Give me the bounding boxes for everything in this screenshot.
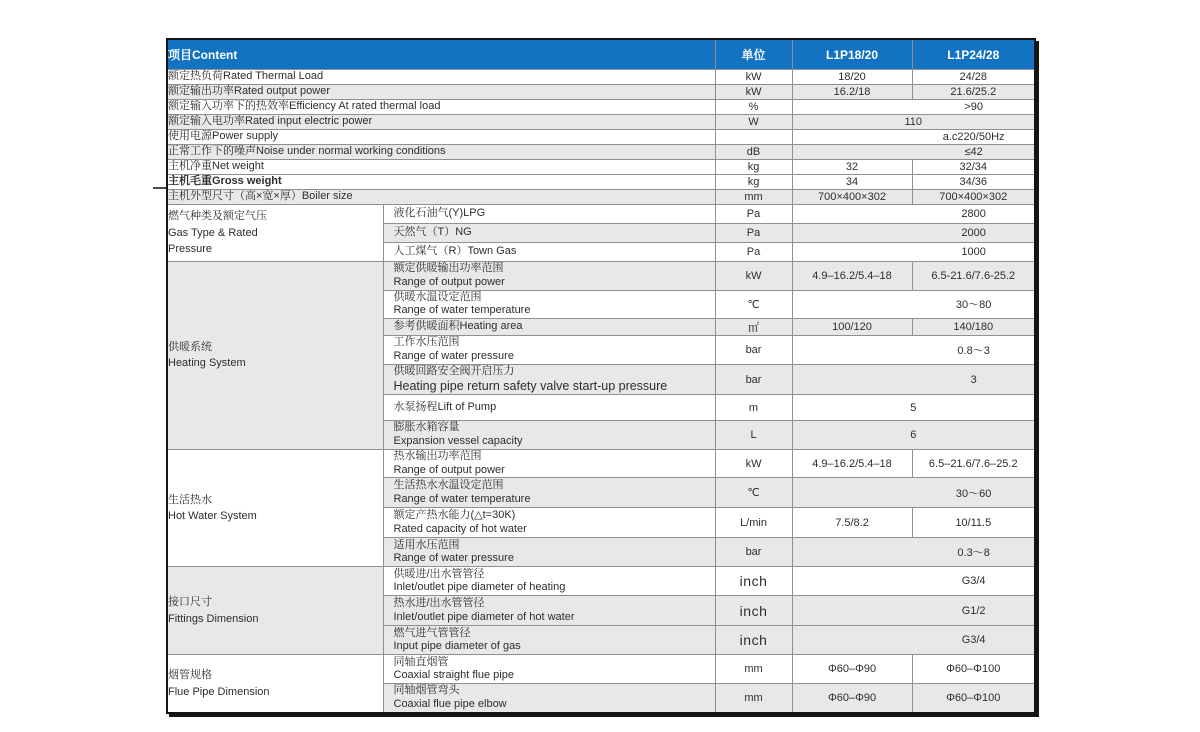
value-cell-merged (792, 130, 1035, 145)
unit-cell: ℃ (715, 290, 792, 319)
table-row (167, 85, 1035, 100)
unit-cell: kW (715, 85, 792, 100)
value-text: 2000 (961, 227, 986, 239)
group-cell (167, 205, 383, 262)
unit-cell: ㎡ (715, 319, 792, 336)
value-cell-l1p18-20: 34 (792, 175, 912, 190)
table-row (167, 655, 1035, 684)
value-cell-merged (792, 421, 1035, 450)
unit-cell: W (715, 115, 792, 130)
spec-label-zh: 额定输入功率下的热效率Efficiency At rated thermal load (168, 100, 441, 113)
spec-label-cell (383, 508, 715, 538)
spec-label-cell (167, 190, 715, 205)
value-text: ≤42 (964, 146, 983, 158)
value-cell-merged (792, 115, 1035, 130)
value-cell-l1p24-28: 24/28 (912, 70, 1035, 85)
value-cell-merged (792, 205, 1035, 224)
table-row (167, 449, 1035, 478)
unit-cell: bar (715, 365, 792, 395)
value-text: 30～80 (955, 299, 992, 312)
value-cell-l1p24-28: 6.5-21.6/7.6-25.2 (912, 262, 1035, 291)
value-text: 3 (970, 373, 977, 386)
value-cell-l1p24-28: 10/11.5 (912, 508, 1035, 538)
unit-cell: dB (715, 145, 792, 160)
unit-cell: mm (715, 684, 792, 713)
unit-cell: inch (715, 596, 792, 626)
spec-label-cell (167, 175, 715, 190)
group-cell (167, 262, 383, 450)
spec-label-en: Inlet/outlet pipe diameter of hot water (393, 610, 575, 623)
spec-label-zh: 生活热水水温设定范围 (393, 479, 504, 492)
value-cell-l1p18-20: 700×400×302 (792, 190, 912, 205)
spec-label-zh: 主机净重Net weight (168, 160, 264, 173)
table-header (167, 39, 1035, 70)
unit-cell: % (715, 100, 792, 115)
value-cell-merged (792, 336, 1035, 365)
unit-cell (715, 130, 792, 145)
spec-label-en: Coaxial flue pipe elbow (393, 698, 507, 711)
spec-label-zh: 主机毛重Gross weight (168, 175, 282, 188)
group-cell (167, 655, 383, 713)
unit-cell: L (715, 421, 792, 450)
spec-label-cell (167, 70, 715, 85)
value-text: G3/4 (961, 634, 986, 647)
spec-label-zh: 燃气进气管管径 (393, 626, 471, 639)
spec-label-cell (383, 319, 715, 336)
value-cell-merged (792, 224, 1035, 243)
value-cell-l1p24-28: 140/180 (912, 319, 1035, 336)
spec-label-cell (383, 421, 715, 450)
spec-label-cell (383, 478, 715, 508)
spec-label-en: Coaxial straight flue pipe (393, 669, 514, 682)
value-text: 2800 (961, 208, 986, 220)
table-row (167, 115, 1035, 130)
value-cell-l1p24-28: Φ60–Φ100 (912, 684, 1035, 713)
value-text: a.c220/50Hz (942, 131, 1005, 143)
spec-label-zh: 工作水压范围 (393, 336, 460, 349)
spec-label-zh: 人工煤气（R）Town Gas (393, 245, 517, 258)
group-label-line: 供暖系统 (168, 340, 212, 353)
spec-table (166, 38, 1036, 714)
value-text: 5 (910, 401, 917, 414)
spec-label-en: Range of water temperature (393, 304, 531, 317)
value-text: >90 (964, 101, 983, 113)
value-cell-merged (792, 395, 1035, 421)
spec-label-cell (383, 290, 715, 319)
spec-label-zh: 膨胀水箱容量 (393, 421, 460, 434)
value-cell-merged (792, 626, 1035, 655)
spec-label-en: Range of water temperature (393, 492, 531, 505)
value-cell-l1p24-28: 6.5–21.6/7.6–25.2 (912, 449, 1035, 478)
spec-label-zh: 额定产热水能力(△t=30K) (393, 509, 516, 522)
header-content: 项目Content (167, 39, 715, 70)
value-text: 110 (904, 116, 923, 128)
table-row (167, 190, 1035, 205)
value-cell-l1p18-20: 4.9–16.2/5.4–18 (792, 449, 912, 478)
spec-label-en: Heating pipe return safety valve start-up pressure (393, 378, 668, 393)
unit-cell: mm (715, 655, 792, 684)
unit-cell: kW (715, 70, 792, 85)
unit-cell: L/min (715, 508, 792, 538)
spec-label-cell (383, 449, 715, 478)
spec-label-en: Range of output power (393, 275, 505, 288)
spec-label-cell (383, 626, 715, 655)
group-label-line: Pressure (168, 243, 213, 256)
spec-label-en: Range of water pressure (393, 350, 514, 362)
spec-label-cell (383, 224, 715, 243)
spec-label-zh: 额定热负荷Rated Thermal Load (168, 70, 324, 83)
spec-label-zh: 额定输出功率Rated output power (168, 85, 331, 98)
table-body (167, 70, 1035, 713)
spec-label-zh: 适用水压范围 (393, 538, 460, 551)
spec-label-zh: 同轴烟管弯头 (393, 684, 460, 697)
value-cell-l1p24-28: 21.6/25.2 (912, 85, 1035, 100)
unit-cell: ℃ (715, 478, 792, 508)
value-cell-merged (792, 596, 1035, 626)
unit-cell: kg (715, 160, 792, 175)
table-row (167, 70, 1035, 85)
table-row (167, 205, 1035, 224)
spec-label-en: Rated capacity of hot water (393, 522, 527, 535)
spec-label-cell (167, 160, 715, 175)
group-cell (167, 567, 383, 655)
value-text: 6 (910, 429, 917, 442)
spec-label-cell (383, 336, 715, 365)
group-label-line: 燃气种类及额定气压 (168, 210, 267, 223)
spec-label-zh: 供暖进/出水管管径 (393, 567, 485, 580)
value-cell-l1p18-20: Φ60–Φ90 (792, 684, 912, 713)
value-cell-merged (792, 100, 1035, 115)
spec-label-cell (167, 130, 715, 145)
spec-label-zh: 主机外型尺寸（高×宽×厚）Boiler size (168, 190, 353, 203)
group-label-line: Gas Type & Rated (168, 226, 258, 239)
header-unit: 单位 (715, 39, 792, 70)
spec-label-en: Input pipe diameter of gas (393, 640, 521, 653)
value-cell-l1p18-20: 16.2/18 (792, 85, 912, 100)
scan-artifact-line (153, 187, 167, 189)
unit-cell: Pa (715, 224, 792, 243)
table-row (167, 100, 1035, 115)
unit-cell: inch (715, 626, 792, 655)
unit-cell: Pa (715, 243, 792, 262)
unit-cell: kW (715, 262, 792, 291)
spec-label-cell (383, 684, 715, 713)
value-text: 30～60 (955, 487, 992, 500)
value-text: 1000 (961, 246, 986, 258)
spec-label-zh: 额定供暖输出功率范围 (393, 262, 504, 274)
value-cell-merged (792, 538, 1035, 567)
value-cell-l1p18-20: 7.5/8.2 (792, 508, 912, 538)
table-row (167, 145, 1035, 160)
spec-label-cell (167, 115, 715, 130)
value-cell-l1p18-20: 18/20 (792, 70, 912, 85)
spec-label-cell (383, 243, 715, 262)
group-label-line: Hot Water System (168, 510, 257, 523)
table-row (167, 262, 1035, 291)
value-cell-merged (792, 478, 1035, 508)
header-model-l1p18-20: L1P18/20 (792, 39, 912, 70)
value-cell-l1p18-20: 100/120 (792, 319, 912, 336)
group-cell (167, 449, 383, 567)
spec-label-en: Expansion vessel capacity (393, 435, 523, 448)
value-cell-merged (792, 243, 1035, 262)
value-text: 0.8～3 (957, 345, 990, 357)
value-cell-merged (792, 290, 1035, 319)
value-text: 0.3～8 (957, 547, 990, 560)
value-cell-l1p18-20: 4.9–16.2/5.4–18 (792, 262, 912, 291)
spec-label-en: Inlet/outlet pipe diameter of heating (393, 581, 566, 594)
spec-label-cell (383, 596, 715, 626)
value-cell-l1p24-28: 700×400×302 (912, 190, 1035, 205)
spec-label-zh: 同轴直烟管 (393, 655, 449, 668)
spec-label-cell (383, 567, 715, 596)
spec-label-zh: 热水进/出水管管径 (393, 597, 485, 610)
spec-label-zh: 天然气（T）NG (393, 226, 472, 239)
spec-label-en: Range of output power (393, 463, 505, 476)
unit-cell: kg (715, 175, 792, 190)
spec-label-cell (167, 85, 715, 100)
spec-label-zh: 使用电源Power supply (168, 130, 279, 143)
value-cell-merged (792, 145, 1035, 160)
value-text: G1/2 (961, 604, 986, 617)
spec-label-zh: 额定输入电功率Rated input electric power (168, 115, 373, 128)
spec-label-zh: 参考供暖面积Heating area (393, 320, 523, 333)
table-row (167, 567, 1035, 596)
spec-label-zh: 供暖回路安全阀开启压力 (393, 365, 515, 377)
spec-table-container (166, 38, 1036, 714)
value-cell-merged (792, 567, 1035, 596)
spec-label-zh: 水泵扬程Lift of Pump (393, 401, 497, 413)
value-cell-l1p24-28: 34/36 (912, 175, 1035, 190)
group-label-line: Flue Pipe Dimension (168, 685, 270, 698)
spec-label-cell (383, 655, 715, 684)
spec-label-cell (167, 145, 715, 160)
spec-label-cell (383, 262, 715, 291)
spec-label-cell (383, 205, 715, 224)
value-cell-merged (792, 365, 1035, 395)
unit-cell: bar (715, 538, 792, 567)
value-text: G3/4 (961, 575, 986, 588)
spec-label-cell (383, 538, 715, 567)
group-label-line: 烟管规格 (168, 669, 212, 682)
value-cell-l1p18-20: 32 (792, 160, 912, 175)
unit-cell: bar (715, 336, 792, 365)
unit-cell: mm (715, 190, 792, 205)
group-label-line: Fittings Dimension (168, 612, 259, 625)
spec-label-cell (383, 365, 715, 395)
spec-label-zh: 正常工作下的噪声Noise under normal working conditions (168, 145, 446, 158)
table-row (167, 160, 1035, 175)
table-row (167, 175, 1035, 190)
spec-label-en: Range of water pressure (393, 552, 514, 565)
unit-cell: inch (715, 567, 792, 596)
value-cell-l1p18-20: Φ60–Φ90 (792, 655, 912, 684)
unit-cell: m (715, 395, 792, 421)
table-row (167, 130, 1035, 145)
spec-label-cell (383, 395, 715, 421)
spec-label-zh: 热水输出功率范围 (393, 449, 482, 462)
unit-cell: kW (715, 449, 792, 478)
value-cell-l1p24-28: Φ60–Φ100 (912, 655, 1035, 684)
spec-label-zh: 液化石油气(Y)LPG (393, 207, 486, 220)
spec-label-cell (167, 100, 715, 115)
group-label-line: 接口尺寸 (168, 596, 212, 609)
spec-label-zh: 供暖水温设定范围 (393, 290, 482, 303)
group-label-line: 生活热水 (168, 493, 212, 506)
header-model-l1p24-28: L1P24/28 (912, 39, 1035, 70)
group-label-line: Heating System (168, 357, 246, 370)
unit-cell: Pa (715, 205, 792, 224)
value-cell-l1p24-28: 32/34 (912, 160, 1035, 175)
